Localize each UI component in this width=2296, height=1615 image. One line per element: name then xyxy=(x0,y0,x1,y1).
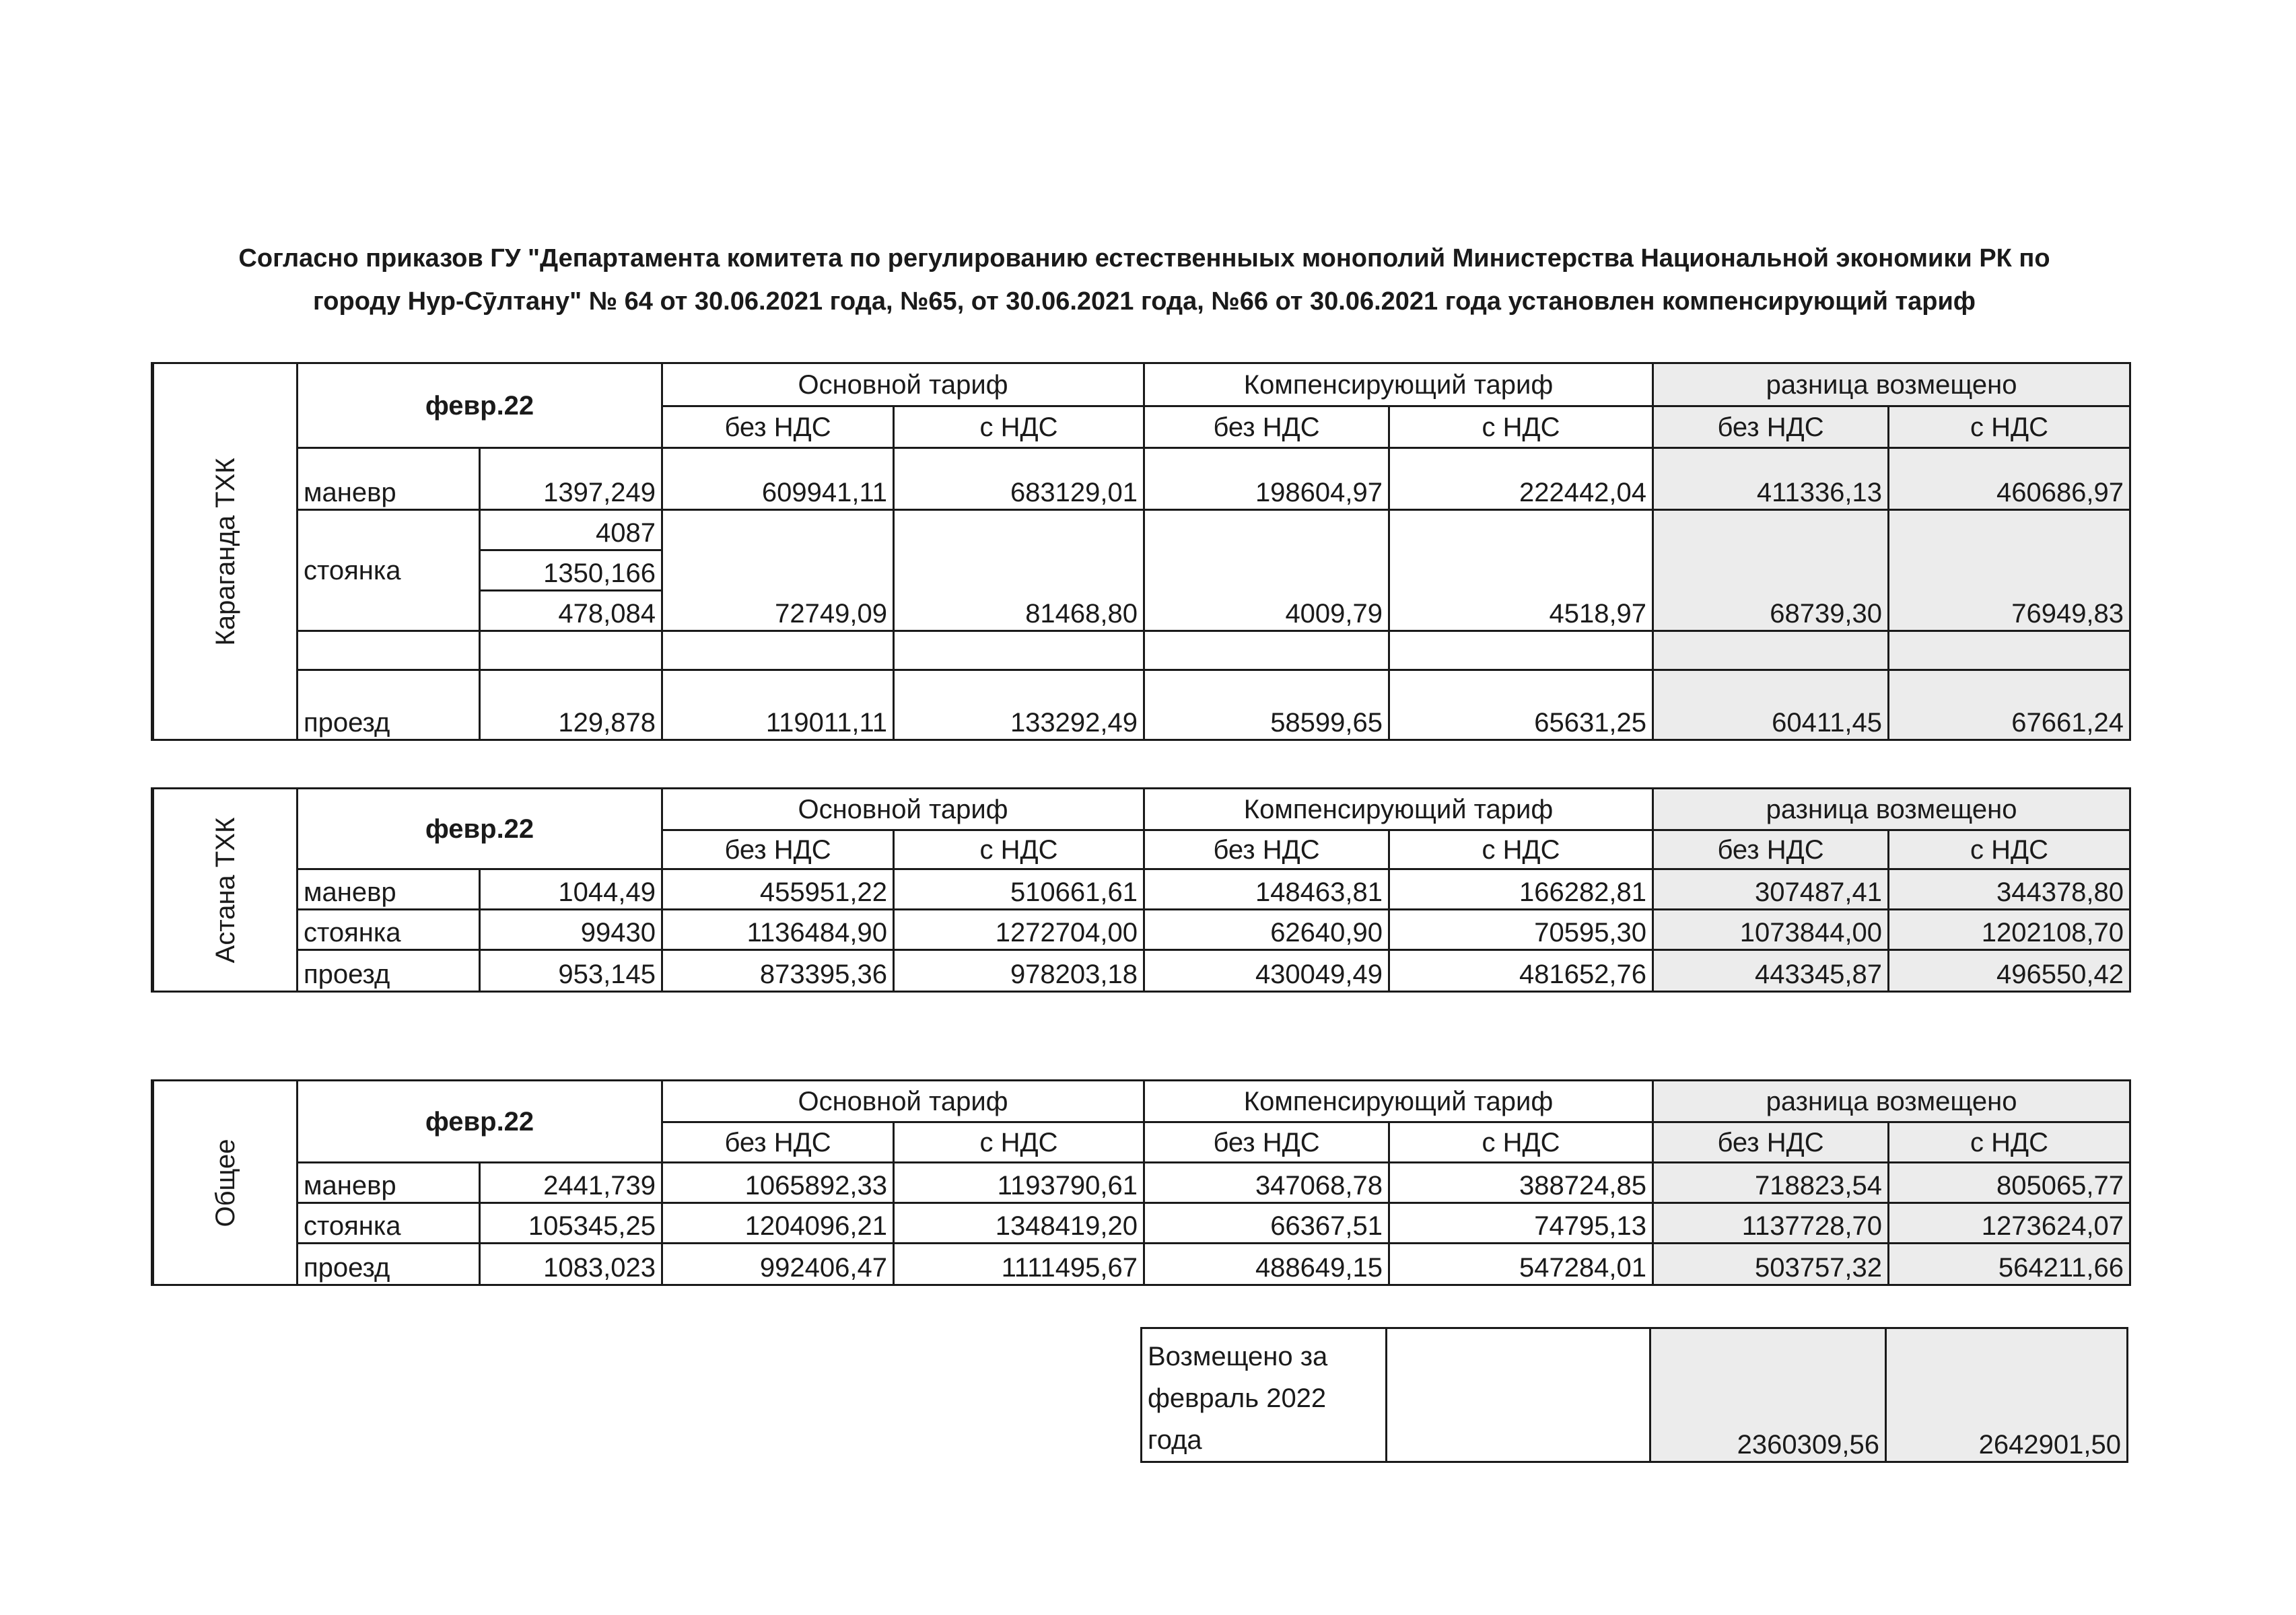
empty-cell xyxy=(662,631,894,670)
cell-comp-no-vat: 430049,49 xyxy=(1144,950,1389,992)
cell-diff-vat: 76949,83 xyxy=(1889,510,2130,631)
cell-comp-vat: 481652,76 xyxy=(1389,950,1653,992)
cell-base-no-vat: 873395,36 xyxy=(662,950,894,992)
cell-comp-no-vat: 347068,78 xyxy=(1144,1163,1389,1203)
cell-comp-no-vat: 66367,51 xyxy=(1144,1203,1389,1244)
diff-vat-header: с НДС xyxy=(1889,406,2130,448)
comp-vat-header: с НДС xyxy=(1389,406,1653,448)
empty-cell xyxy=(1387,1328,1650,1462)
cell-diff-no-vat: 1073844,00 xyxy=(1653,910,1889,950)
row-name: проезд xyxy=(298,670,480,740)
row-name: маневр xyxy=(298,869,480,910)
heading-line-2: городу Нур-Сӯлтану" № 64 от 30.06.2021 года, №65, от 30.06.2021 года, №66 от 30.06.2021 года установлен компенсирующий тариф xyxy=(312,287,1976,316)
table-row xyxy=(153,1163,2130,1203)
cell-base-vat: 81468,80 xyxy=(894,510,1144,631)
total-label-cell xyxy=(153,1081,298,1285)
table-row xyxy=(153,910,2130,950)
cell-comp-no-vat: 58599,65 xyxy=(1144,670,1389,740)
table-row xyxy=(153,670,2130,740)
document-heading xyxy=(135,237,2154,323)
diff-header: разница возмещено xyxy=(1653,1081,2130,1122)
cell-comp-no-vat: 148463,81 xyxy=(1144,869,1389,910)
cell-comp-no-vat: 488649,15 xyxy=(1144,1244,1389,1285)
base-no-vat-header: без НДС xyxy=(662,830,894,869)
row-qty: 4087 xyxy=(480,510,662,550)
table-row xyxy=(153,1203,2130,1244)
cell-comp-vat: 547284,01 xyxy=(1389,1244,1653,1285)
row-qty: 1397,249 xyxy=(480,448,662,510)
cell-diff-vat: 344378,80 xyxy=(1889,869,2130,910)
row-qty: 1044,49 xyxy=(480,869,662,910)
empty-cell xyxy=(894,631,1144,670)
cell-diff-vat: 1202108,70 xyxy=(1889,910,2130,950)
diff-no-vat-header: без НДС xyxy=(1653,1122,1889,1163)
row-qty: 1350,166 xyxy=(480,550,662,591)
row-name: маневр xyxy=(298,448,480,510)
cell-base-vat: 683129,01 xyxy=(894,448,1144,510)
table-row xyxy=(153,510,2130,550)
row-name: проезд xyxy=(298,950,480,992)
comp-tariff-header: Компенсирующий тариф xyxy=(1144,363,1653,406)
cell-base-no-vat: 1136484,90 xyxy=(662,910,894,950)
empty-cell xyxy=(298,631,480,670)
reimbursed-label: Возмещено за февраль 2022 года xyxy=(1142,1328,1387,1462)
cell-diff-no-vat: 60411,45 xyxy=(1653,670,1889,740)
cell-comp-vat: 74795,13 xyxy=(1389,1203,1653,1244)
cell-diff-no-vat: 443345,87 xyxy=(1653,950,1889,992)
row-qty: 129,878 xyxy=(480,670,662,740)
month-header: февр.22 xyxy=(298,363,662,448)
cell-base-no-vat: 72749,09 xyxy=(662,510,894,631)
cell-diff-vat: 460686,97 xyxy=(1889,448,2130,510)
empty-row xyxy=(153,631,2130,670)
diff-no-vat-header: без НДС xyxy=(1653,830,1889,869)
cell-comp-vat: 4518,97 xyxy=(1389,510,1653,631)
reimbursed-row xyxy=(1142,1328,2128,1462)
base-tariff-header: Основной тариф xyxy=(662,1081,1144,1122)
table-row xyxy=(153,869,2130,910)
empty-cell xyxy=(480,631,662,670)
comp-no-vat-header: без НДС xyxy=(1144,830,1389,869)
diff-header: разница возмещено xyxy=(1653,363,2130,406)
table-row xyxy=(153,1244,2130,1285)
cell-diff-vat: 1273624,07 xyxy=(1889,1203,2130,1244)
row-qty: 953,145 xyxy=(480,950,662,992)
cell-comp-vat: 222442,04 xyxy=(1389,448,1653,510)
cell-base-no-vat: 455951,22 xyxy=(662,869,894,910)
astana-table xyxy=(151,787,2131,993)
cell-base-vat: 1111495,67 xyxy=(894,1244,1144,1285)
cell-base-vat: 1272704,00 xyxy=(894,910,1144,950)
reimbursed-vat: 2642901,50 xyxy=(1886,1328,2128,1462)
cell-diff-vat: 67661,24 xyxy=(1889,670,2130,740)
diff-no-vat-header: без НДС xyxy=(1653,406,1889,448)
heading-line-1: Согласно приказов ГУ "Департамента комитета по регулированию естественныых монополий Министерства Национальной экономики РК по xyxy=(238,244,2050,273)
diff-vat-header: с НДС xyxy=(1889,830,2130,869)
total-table xyxy=(151,1079,2131,1286)
comp-no-vat-header: без НДС xyxy=(1144,406,1389,448)
row-name: стоянка xyxy=(298,1203,480,1244)
cell-comp-vat: 388724,85 xyxy=(1389,1163,1653,1203)
empty-cell xyxy=(1144,631,1389,670)
cell-diff-no-vat: 503757,32 xyxy=(1653,1244,1889,1285)
row-qty: 2441,739 xyxy=(480,1163,662,1203)
karaganda-label-cell xyxy=(153,363,298,740)
month-header: февр.22 xyxy=(298,789,662,869)
cell-comp-vat: 65631,25 xyxy=(1389,670,1653,740)
base-tariff-header: Основной тариф xyxy=(662,789,1144,830)
base-no-vat-header: без НДС xyxy=(662,406,894,448)
row-qty: 99430 xyxy=(480,910,662,950)
cell-diff-vat: 805065,77 xyxy=(1889,1163,2130,1203)
cell-diff-vat: 564211,66 xyxy=(1889,1244,2130,1285)
cell-base-no-vat: 1065892,33 xyxy=(662,1163,894,1203)
row-qty: 1083,023 xyxy=(480,1244,662,1285)
row-name: проезд xyxy=(298,1244,480,1285)
comp-tariff-header: Компенсирующий тариф xyxy=(1144,1081,1653,1122)
table-row xyxy=(153,448,2130,510)
comp-no-vat-header: без НДС xyxy=(1144,1122,1389,1163)
reimbursed-table xyxy=(1140,1327,2128,1463)
cell-base-no-vat: 992406,47 xyxy=(662,1244,894,1285)
comp-tariff-header: Компенсирующий тариф xyxy=(1144,789,1653,830)
comp-vat-header: с НДС xyxy=(1389,830,1653,869)
cell-base-vat: 1348419,20 xyxy=(894,1203,1144,1244)
base-vat-header: с НДС xyxy=(894,406,1144,448)
row-qty: 105345,25 xyxy=(480,1203,662,1244)
empty-cell xyxy=(1389,631,1653,670)
cell-comp-vat: 166282,81 xyxy=(1389,869,1653,910)
cell-base-no-vat: 1204096,21 xyxy=(662,1203,894,1244)
base-vat-header: с НДС xyxy=(894,1122,1144,1163)
base-vat-header: с НДС xyxy=(894,830,1144,869)
cell-diff-vat: 496550,42 xyxy=(1889,950,2130,992)
cell-diff-no-vat: 411336,13 xyxy=(1653,448,1889,510)
astana-label-cell xyxy=(153,789,298,992)
empty-cell xyxy=(1889,631,2130,670)
cell-comp-no-vat: 4009,79 xyxy=(1144,510,1389,631)
row-name: стоянка xyxy=(298,510,480,631)
cell-base-no-vat: 119011,11 xyxy=(662,670,894,740)
cell-comp-no-vat: 198604,97 xyxy=(1144,448,1389,510)
total-label: Общее xyxy=(210,1139,240,1227)
reimbursed-no-vat: 2360309,56 xyxy=(1650,1328,1886,1462)
cell-base-vat: 1193790,61 xyxy=(894,1163,1144,1203)
empty-cell xyxy=(1653,631,1889,670)
cell-diff-no-vat: 307487,41 xyxy=(1653,869,1889,910)
cell-diff-no-vat: 68739,30 xyxy=(1653,510,1889,631)
cell-diff-no-vat: 1137728,70 xyxy=(1653,1203,1889,1244)
base-tariff-header: Основной тариф xyxy=(662,363,1144,406)
row-name: стоянка xyxy=(298,910,480,950)
comp-vat-header: с НДС xyxy=(1389,1122,1653,1163)
base-no-vat-header: без НДС xyxy=(662,1122,894,1163)
cell-comp-vat: 70595,30 xyxy=(1389,910,1653,950)
table-row xyxy=(153,950,2130,992)
cell-comp-no-vat: 62640,90 xyxy=(1144,910,1389,950)
cell-base-vat: 978203,18 xyxy=(894,950,1144,992)
karaganda-table xyxy=(151,362,2131,741)
cell-base-no-vat: 609941,11 xyxy=(662,448,894,510)
cell-base-vat: 510661,61 xyxy=(894,869,1144,910)
karaganda-label: Караганда ТХК xyxy=(210,457,240,646)
astana-label: Астана ТХК xyxy=(210,817,240,963)
cell-base-vat: 133292,49 xyxy=(894,670,1144,740)
diff-header: разница возмещено xyxy=(1653,789,2130,830)
row-name: маневр xyxy=(298,1163,480,1203)
diff-vat-header: с НДС xyxy=(1889,1122,2130,1163)
month-header: февр.22 xyxy=(298,1081,662,1163)
cell-diff-no-vat: 718823,54 xyxy=(1653,1163,1889,1203)
row-qty: 478,084 xyxy=(480,591,662,631)
